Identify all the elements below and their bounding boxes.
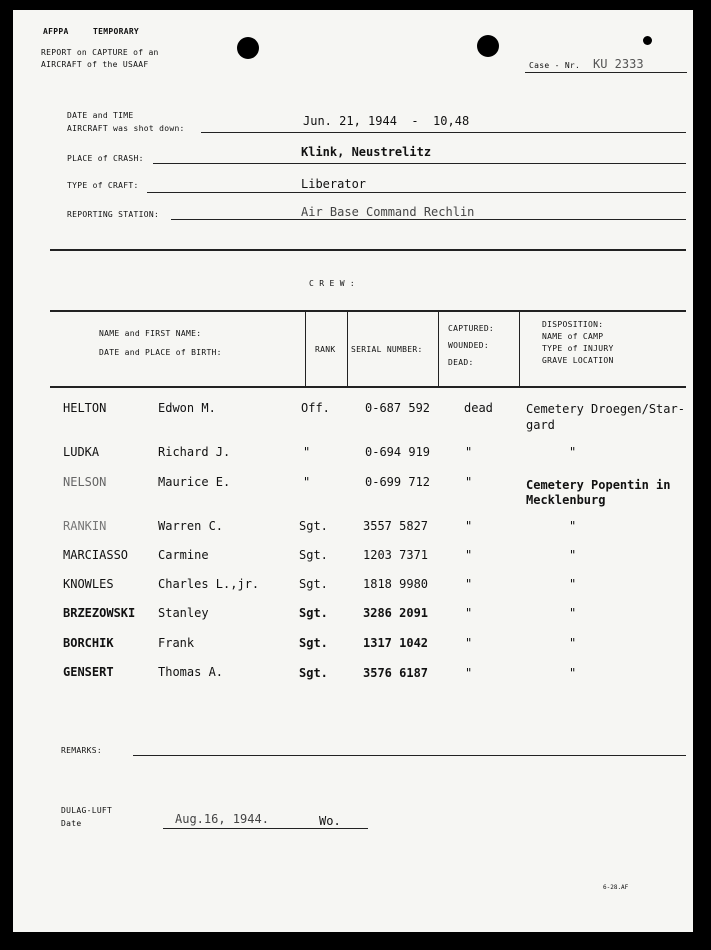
crew-rank: " xyxy=(303,445,311,459)
crew-disposition: " xyxy=(569,636,577,650)
crew-disposition: " xyxy=(569,666,577,680)
crew-rank: Sgt. xyxy=(299,606,328,620)
header-rank: RANK xyxy=(315,345,336,354)
crew-disposition: " xyxy=(569,519,577,533)
punch-hole-corner xyxy=(643,36,652,45)
crew-rank: Sgt. xyxy=(299,636,328,650)
crew-first-name: Thomas A. xyxy=(158,665,224,679)
crew-first-name: Frank xyxy=(158,636,195,650)
crew-disposition-2: gard xyxy=(526,418,555,432)
crew-status: " xyxy=(465,577,473,591)
crew-first-name: Maurice E. xyxy=(158,475,231,489)
crew-first-name: Stanley xyxy=(158,606,209,620)
crew-surname: GENSERT xyxy=(63,665,114,679)
date-value: Jun. 21, 1944 - 10,48 xyxy=(303,114,470,128)
type-value: Liberator xyxy=(301,177,367,191)
crew-disposition-2: Mecklenburg xyxy=(526,493,606,507)
crew-disposition: " xyxy=(569,577,577,591)
date-label-2: AIRCRAFT was shot down: xyxy=(67,124,185,133)
dulag-label: DULAG-LUFT xyxy=(61,806,113,815)
header-grave: GRAVE LOCATION xyxy=(542,356,614,365)
crew-col-divider-1 xyxy=(305,311,306,387)
station-value: Air Base Command Rechlin xyxy=(301,205,475,219)
punch-hole-right xyxy=(477,35,499,57)
crew-surname: MARCIASSO xyxy=(63,548,129,562)
type-underline xyxy=(147,192,686,193)
header-birth: DATE and PLACE of BIRTH: xyxy=(99,348,222,357)
crew-serial: 0-699 712 xyxy=(365,475,431,489)
crew-col-divider-4 xyxy=(519,311,520,387)
section-divider xyxy=(50,249,686,251)
crew-rank: Sgt. xyxy=(299,666,328,680)
crew-status: " xyxy=(465,548,473,562)
crew-first-name: Richard J. xyxy=(158,445,231,459)
header-wounded: WOUNDED: xyxy=(448,341,489,350)
crew-title: C R E W : xyxy=(309,279,356,288)
place-label: PLACE of CRASH: xyxy=(67,154,144,163)
crew-status: " xyxy=(465,445,473,459)
place-underline xyxy=(153,163,686,164)
form-code: 6-28.AF xyxy=(603,884,629,891)
header-name: NAME and FIRST NAME: xyxy=(99,329,202,338)
crew-status: " xyxy=(465,666,473,680)
crew-serial: 0-687 592 xyxy=(365,401,431,415)
header-serial: SERIAL NUMBER: xyxy=(351,345,423,354)
crew-disposition: Cemetery Droegen/Star- xyxy=(526,402,685,416)
remarks-label: REMARKS: xyxy=(61,746,102,755)
crew-serial: 3557 5827 xyxy=(363,519,429,533)
crew-serial: 1317 1042 xyxy=(363,636,429,650)
type-label: TYPE of CRAFT: xyxy=(67,181,139,190)
crew-rank: Sgt. xyxy=(299,519,328,533)
crew-surname: KNOWLES xyxy=(63,577,114,591)
crew-first-name: Carmine xyxy=(158,548,209,562)
crew-first-name: Charles L.,jr. xyxy=(158,577,260,591)
header-injury: TYPE of INJURY xyxy=(542,344,614,353)
crew-status: " xyxy=(465,636,473,650)
status-label: TEMPORARY xyxy=(93,27,140,36)
crew-serial: 3286 2091 xyxy=(363,606,429,620)
case-label: Case - Nr. xyxy=(529,61,581,70)
crew-serial: 3576 6187 xyxy=(363,666,429,680)
dulag-underline xyxy=(163,828,368,829)
case-underline xyxy=(525,72,687,73)
header-camp: NAME of CAMP xyxy=(542,332,604,341)
document-page xyxy=(13,10,693,932)
title-line-1: REPORT on CAPTURE of an xyxy=(41,48,159,57)
punch-hole-left xyxy=(237,37,259,59)
crew-rank: Off. xyxy=(301,401,330,415)
crew-col-divider-3 xyxy=(438,311,439,387)
remarks-underline xyxy=(133,755,686,756)
dulag-date-label: Date xyxy=(61,819,82,828)
crew-serial: 1818 9980 xyxy=(363,577,429,591)
crew-col-divider-2 xyxy=(347,311,348,387)
crew-surname: NELSON xyxy=(63,475,107,489)
crew-surname: BORCHIK xyxy=(63,636,114,650)
crew-status: " xyxy=(465,475,473,489)
place-value: Klink, Neustrelitz xyxy=(301,145,432,159)
crew-surname: RANKIN xyxy=(63,519,107,533)
crew-surname: LUDKA xyxy=(63,445,100,459)
crew-disposition: Cemetery Popentin in xyxy=(526,478,671,492)
crew-status: " xyxy=(465,606,473,620)
crew-disposition: " xyxy=(569,548,577,562)
crew-surname: BRZEZOWSKI xyxy=(63,606,136,620)
crew-disposition: " xyxy=(569,445,577,459)
crew-table-top xyxy=(50,310,686,312)
crew-table-bottom xyxy=(50,386,686,388)
crew-disposition: " xyxy=(569,606,577,620)
crew-first-name: Warren C. xyxy=(158,519,224,533)
crew-first-name: Edwon M. xyxy=(158,401,216,415)
case-number: KU 2333 xyxy=(593,57,644,71)
dulag-wo-value: Wo. xyxy=(319,814,341,828)
org-code: AFPPA xyxy=(43,27,69,36)
station-underline xyxy=(171,219,686,220)
station-label: REPORTING STATION: xyxy=(67,210,160,219)
date-underline xyxy=(201,132,686,133)
crew-rank: Sgt. xyxy=(299,548,328,562)
header-disposition: DISPOSITION: xyxy=(542,320,604,329)
header-dead: DEAD: xyxy=(448,358,474,367)
crew-serial: 1203 7371 xyxy=(363,548,429,562)
header-captured: CAPTURED: xyxy=(448,324,495,333)
crew-serial: 0-694 919 xyxy=(365,445,431,459)
date-label-1: DATE and TIME xyxy=(67,111,134,120)
title-line-2: AIRCRAFT of the USAAF xyxy=(41,60,149,69)
crew-status: dead xyxy=(464,401,493,415)
crew-status: " xyxy=(465,519,473,533)
crew-surname: HELTON xyxy=(63,401,107,415)
crew-rank: " xyxy=(303,475,311,489)
dulag-date-value: Aug.16, 1944. xyxy=(175,812,269,826)
crew-rank: Sgt. xyxy=(299,577,328,591)
